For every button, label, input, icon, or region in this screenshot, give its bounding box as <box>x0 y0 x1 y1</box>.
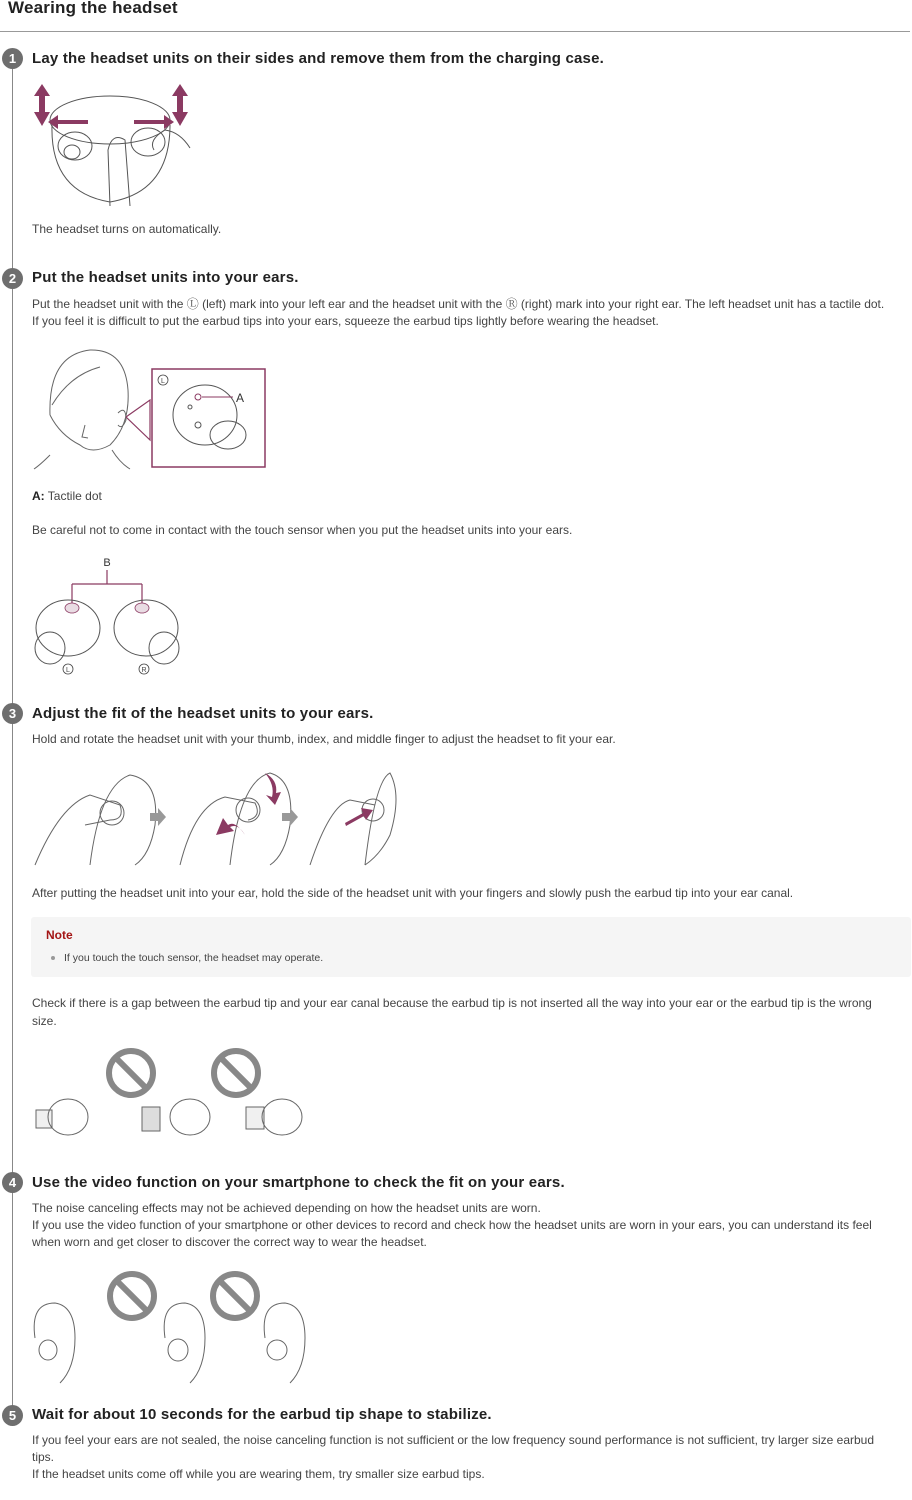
step-2-text-2: If you feel it is difficult to put the earbud tips into your ears, squeeze the earbud tips lightly before wearing the headset. <box>32 314 659 328</box>
step-3-text-4: size. <box>32 1014 57 1028</box>
note-bullet <box>51 956 55 960</box>
step-5-text-1: If you feel your ears are not sealed, the noise canceling function is not sufficient or the low frequency sound performance is not sufficient, try larger size earbud <box>32 1433 875 1447</box>
note-box <box>31 917 911 977</box>
step-5-text-3: If the headset units come off while you are wearing them, try smaller size earbud tips. <box>32 1467 485 1481</box>
legend-key: A: <box>32 489 45 503</box>
step-2-touch-sensor-illustration <box>30 553 190 678</box>
step-timeline-line <box>12 58 13 1423</box>
step-5-heading: Wait for about 10 seconds for the earbud tip shape to stabilize. <box>32 1406 492 1423</box>
step-1-number: 1 <box>2 48 23 69</box>
step-3-number: 3 <box>2 703 23 724</box>
step-3-rotate-illustration <box>30 765 400 875</box>
step-2-heading: Put the headset units into your ears. <box>32 269 299 286</box>
step-4-text-3: when worn and get closer to discover the correct way to wear the headset. <box>32 1235 427 1249</box>
step-4-ear-fit-illustration <box>30 1268 315 1393</box>
figure-label-b: B <box>103 557 111 569</box>
left-mark-label-2: L <box>66 667 70 674</box>
step-4-text-2: If you use the video function of your smartphone or other devices to record and check how the headset units are worn in your ears, you can understand its feel <box>32 1218 872 1232</box>
step-2-text-3: Be careful not to come in contact with the touch sensor when you put the headset units into your ears. <box>32 523 573 537</box>
step-5-text-2: tips. <box>32 1450 55 1464</box>
step-1-heading: Lay the headset units on their sides and remove them from the charging case. <box>32 50 605 67</box>
figure-label-a: A <box>236 391 245 405</box>
step-3-text-1: Hold and rotate the headset unit with your thumb, index, and middle finger to adjust the headset to fit your ear. <box>32 732 616 746</box>
note-item: If you touch the touch sensor, the headset may operate. <box>64 952 324 964</box>
step-3-heading: Adjust the fit of the headset units to your ears. <box>32 705 374 722</box>
step-3-text-3: Check if there is a gap between the earbud tip and your ear canal because the earbud tip is not inserted all the way into your ear or the earbud tip is the wrong <box>32 996 872 1010</box>
right-mark-label: R <box>141 667 147 674</box>
step-5-number: 5 <box>2 1405 23 1426</box>
step-3-gap-check-illustration <box>30 1045 310 1140</box>
step-3-text-2: After putting the headset unit into your ear, hold the side of the headset unit with your fingers and slowly push the earbud tip into your ear canal. <box>32 886 794 900</box>
step-4-number: 4 <box>2 1172 23 1193</box>
legend-tactile-dot <box>32 488 102 505</box>
page-title: Wearing the headset <box>8 0 178 17</box>
note-title: Note <box>46 928 73 942</box>
title-divider <box>0 31 910 32</box>
step-4-text-1: The noise canceling effects may not be achieved depending on how the headset units are worn. <box>32 1201 541 1215</box>
left-mark-label: L <box>161 378 165 385</box>
legend-value: Tactile dot <box>47 489 102 503</box>
step-2-text-1: Put the headset unit with the Ⓛ (left) mark into your left ear and the headset unit with the Ⓡ (right) mark into your right ear. The left headset unit has a tactile dot. <box>32 297 885 311</box>
step-2-face-illustration <box>30 345 270 475</box>
step-1-text: The headset turns on automatically. <box>32 222 222 236</box>
step-1-case-illustration <box>30 80 200 210</box>
step-2-number: 2 <box>2 268 23 289</box>
step-4-heading: Use the video function on your smartphone to check the fit on your ears. <box>32 1174 565 1191</box>
